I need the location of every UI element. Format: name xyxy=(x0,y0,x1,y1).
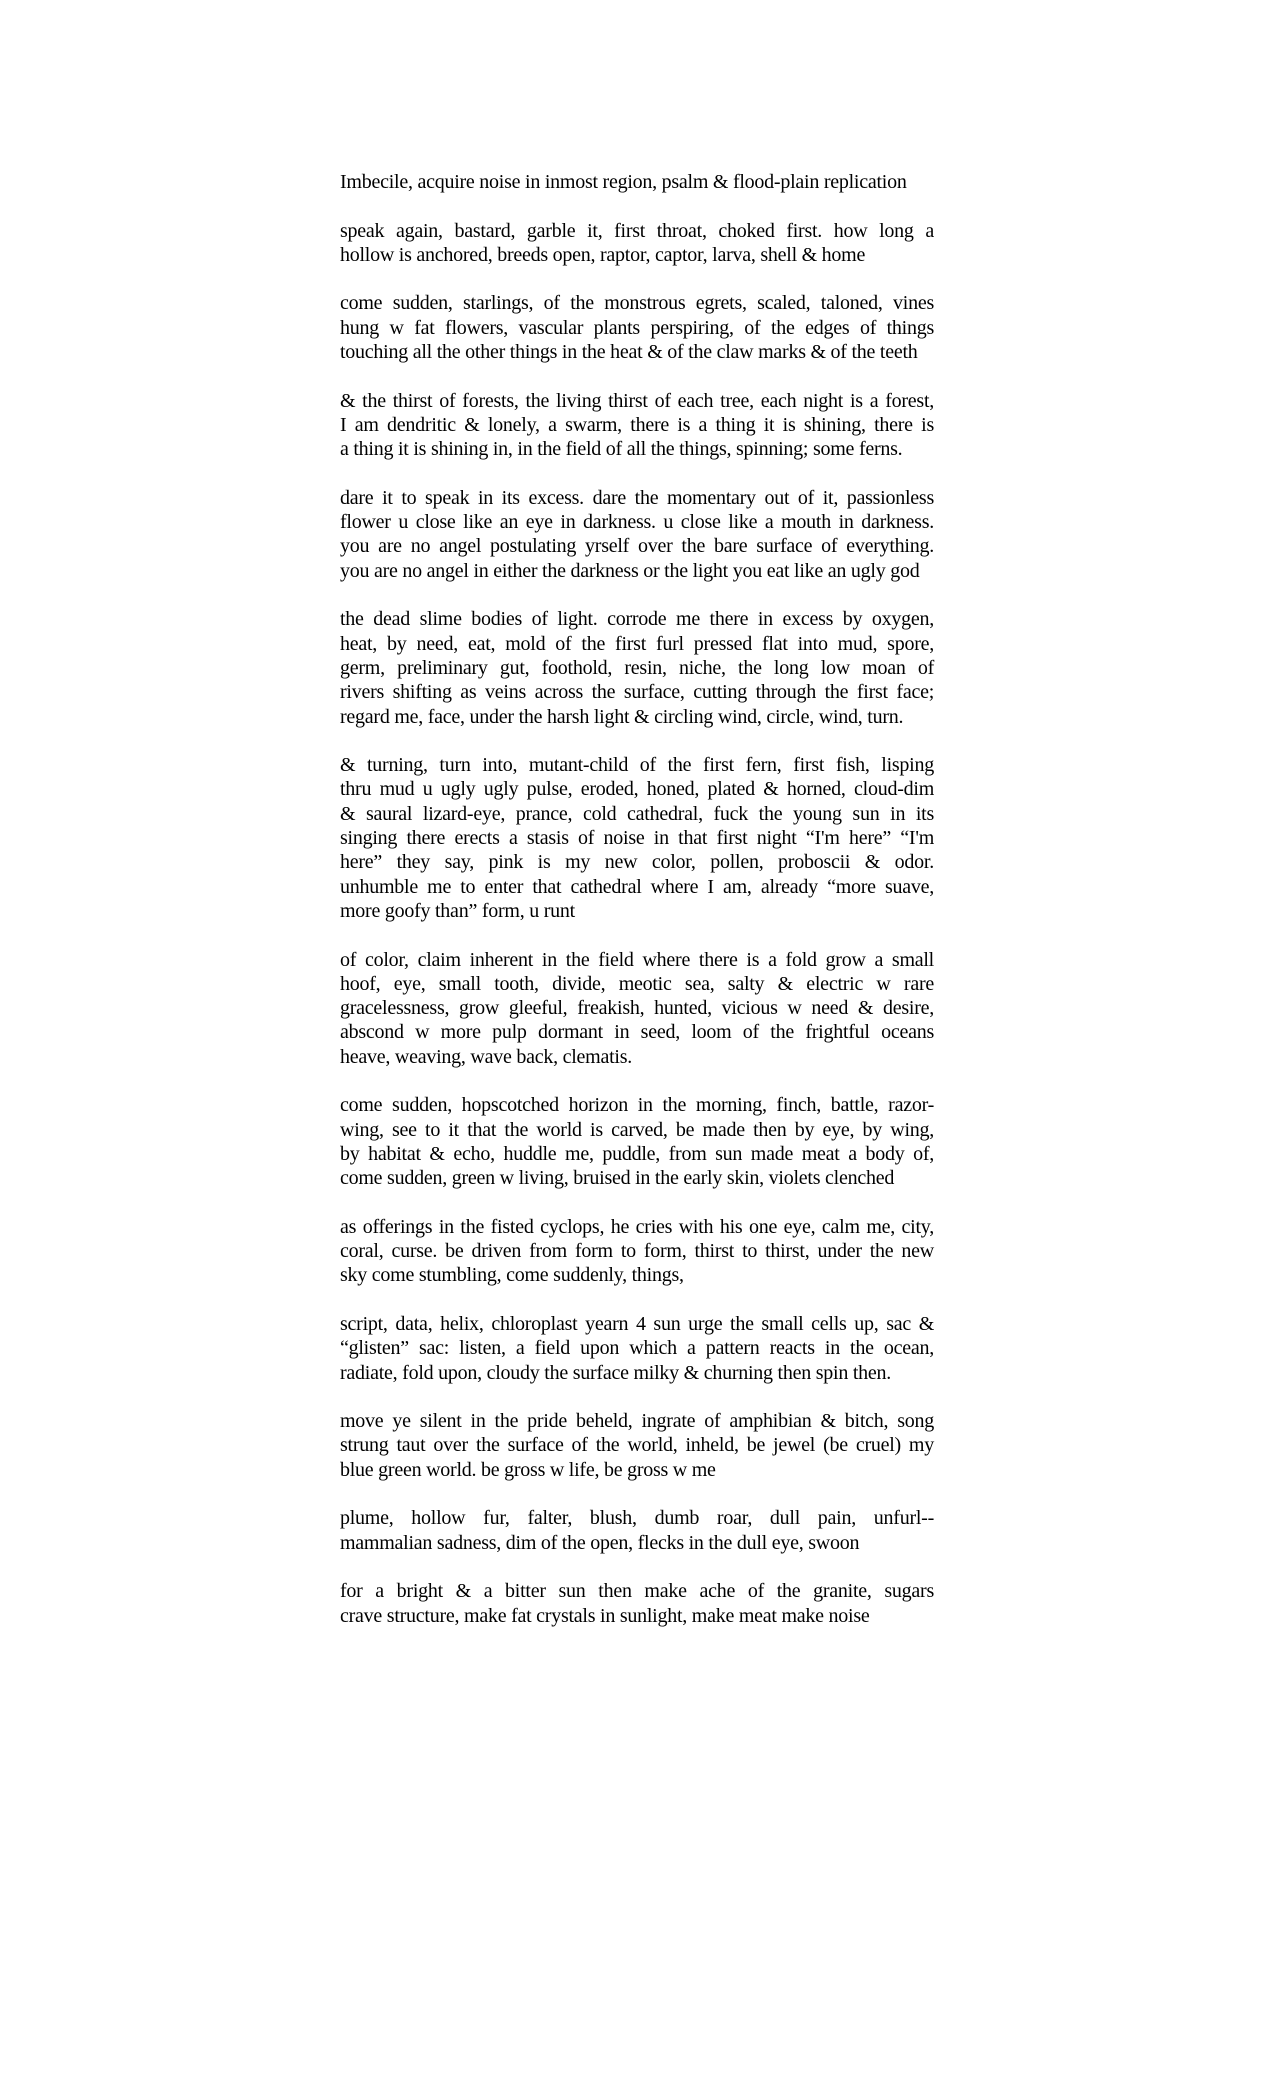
poem-line: strung taut over the surface of the world, inheld, be jewel (be cruel) my xyxy=(340,1434,934,1457)
stanza xyxy=(340,1579,934,1628)
poem-line: radiate, fold upon, cloudy the surface milky & churning then spin then. xyxy=(340,1361,891,1384)
poem-line: of color, claim inherent in the field where there is a fold grow a small xyxy=(340,948,934,971)
poem-line: come sudden, green w living, bruised in the early skin, violets clenched xyxy=(340,1167,895,1190)
poem-line: hoof, eye, small tooth, divide, meotic sea, salty & electric w rare xyxy=(340,972,934,995)
poem-line: come sudden, starlings, of the monstrous egrets, scaled, taloned, vines xyxy=(340,292,934,315)
poem-line: come sudden, hopscotched horizon in the morning, finch, battle, razor- xyxy=(340,1094,934,1117)
poem-line: hung w fat flowers, vascular plants perspiring, of the edges of things xyxy=(340,316,934,339)
poem-line: & the thirst of forests, the living thirst of each tree, each night is a forest, xyxy=(340,389,934,412)
stanza xyxy=(340,219,934,268)
poem-line: crave structure, make fat crystals in sunlight, make meat make noise xyxy=(340,1604,870,1627)
poem-line: mammalian sadness, dim of the open, flecks in the dull eye, swoon xyxy=(340,1531,860,1554)
stanza xyxy=(340,753,934,923)
poem-line: flower u close like an eye in darkness. u close like a mouth in darkness. xyxy=(340,511,934,534)
poem-line: a thing it is shining in, in the field of all the things, spinning; some ferns. xyxy=(340,438,903,461)
poem-line: rivers shifting as veins across the surface, cutting through the first face; xyxy=(340,681,934,704)
poem-line: dare it to speak in its excess. dare the momentary out of it, passionless xyxy=(340,486,934,509)
poem-line: script, data, helix, chloroplast yearn 4 sun urge the small cells up, sac & xyxy=(340,1312,934,1335)
poem-line: “glisten” sac: listen, a field upon which a pattern reacts in the ocean, xyxy=(340,1337,934,1360)
poem-line: abscond w more pulp dormant in seed, loom of the frightful oceans xyxy=(340,1021,934,1044)
stanza xyxy=(340,1215,934,1288)
poem-body xyxy=(340,170,934,1652)
poem-line: by habitat & echo, huddle me, puddle, from sun made meat a body of, xyxy=(340,1142,934,1165)
poem-line: gracelessness, grow gleeful, freakish, hunted, vicious w need & desire, xyxy=(340,997,934,1020)
stanza xyxy=(340,389,934,462)
poem-line: as offerings in the fisted cyclops, he cries with his one eye, calm me, city, xyxy=(340,1215,934,1238)
poem-line: hollow is anchored, breeds open, raptor, captor, larva, shell & home xyxy=(340,243,866,266)
poem-line: heave, weaving, wave back, clematis. xyxy=(340,1045,632,1068)
stanza xyxy=(340,607,934,728)
poem-line: you are no angel postulating yrself over the bare surface of everything. xyxy=(340,535,934,558)
stanza xyxy=(340,170,934,194)
poem-line: coral, curse. be driven from form to form, thirst to thirst, under the new xyxy=(340,1240,934,1263)
poem-line: & saural lizard-eye, prance, cold cathedral, fuck the young sun in its xyxy=(340,802,934,825)
stanza xyxy=(340,486,934,583)
stanza xyxy=(340,291,934,364)
poem-line: blue green world. be gross w life, be gross w me xyxy=(340,1458,716,1481)
poem-line: singing there erects a stasis of noise in that first night “I'm here” “I'm xyxy=(340,827,934,850)
poem-line: wing, see to it that the world is carved, be made then by eye, by wing, xyxy=(340,1118,934,1141)
stanza xyxy=(340,1409,934,1482)
poem-line: plume, hollow fur, falter, blush, dumb roar, dull pain, unfurl-- xyxy=(340,1507,934,1530)
poem-line: germ, preliminary gut, foothold, resin, niche, the long low moan of xyxy=(340,656,934,679)
poem-line: for a bright & a bitter sun then make ache of the granite, sugars xyxy=(340,1580,934,1603)
stanza xyxy=(340,1093,934,1190)
poem-line: move ye silent in the pride beheld, ingrate of amphibian & bitch, song xyxy=(340,1410,934,1433)
stanza xyxy=(340,948,934,1069)
poem-line: speak again, bastard, garble it, first throat, choked first. how long a xyxy=(340,219,934,242)
poem-line: Imbecile, acquire noise in inmost region, psalm & flood-plain replication xyxy=(340,171,907,193)
poem-line: more goofy than” form, u runt xyxy=(340,899,575,922)
poem-line: regard me, face, under the harsh light & circling wind, circle, wind, turn. xyxy=(340,705,904,728)
poem-line: thru mud u ugly ugly pulse, eroded, honed, plated & horned, cloud-dim xyxy=(340,778,934,801)
stanza xyxy=(340,1506,934,1555)
poem-line: I am dendritic & lonely, a swarm, there is a thing it is shining, there is xyxy=(340,413,934,436)
poem-line: you are no angel in either the darkness or the light you eat like an ugly god xyxy=(340,559,920,582)
poem-line: & turning, turn into, mutant-child of the first fern, first fish, lisping xyxy=(340,754,934,777)
poem-line: touching all the other things in the heat & of the claw marks & of the teeth xyxy=(340,341,918,364)
poem-line: heat, by need, eat, mold of the first furl pressed flat into mud, spore, xyxy=(340,632,934,655)
poem-line: unhumble me to enter that cathedral where I am, already “more suave, xyxy=(340,875,934,898)
poem-line: here” they say, pink is my new color, pollen, proboscii & odor. xyxy=(340,851,934,874)
stanza xyxy=(340,1312,934,1385)
poem-line: sky come stumbling, come suddenly, things, xyxy=(340,1264,684,1287)
poem-line: the dead slime bodies of light. corrode me there in excess by oxygen, xyxy=(340,608,934,631)
